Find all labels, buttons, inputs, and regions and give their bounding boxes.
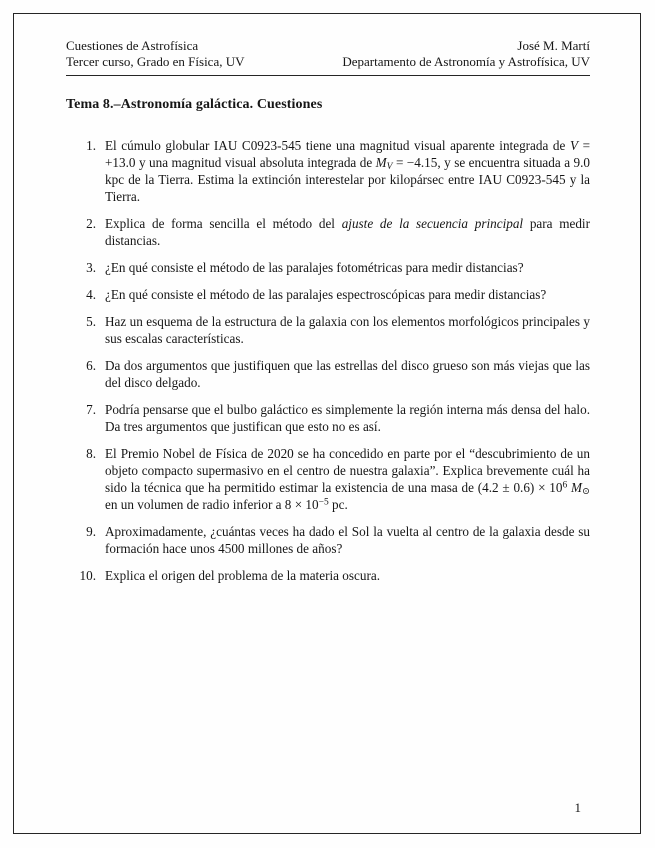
header-course-title: Cuestiones de Astrofísica <box>66 38 199 53</box>
text-run: Haz un esquema de la estructura de la galaxia con los elementos morfológicos principales y sus escalas características. <box>105 314 590 346</box>
text-run: M <box>571 480 583 495</box>
text-run: para medir distancias. <box>105 216 590 248</box>
document-title: Tema 8.–Astronomía galáctica. Cuestiones <box>66 97 323 112</box>
question-item <box>66 567 590 584</box>
question-text <box>105 445 590 513</box>
text-run: Explica de forma sencilla el método del <box>105 216 342 231</box>
question-number: 7. <box>86 402 96 417</box>
question-text <box>105 357 590 391</box>
header-rule <box>66 75 590 76</box>
text-run: ⊙ <box>582 486 590 497</box>
question-list <box>66 137 590 584</box>
header-author: José M. Martí <box>517 38 590 53</box>
header-course-detail: Tercer curso, Grado en Física, UV <box>66 54 245 69</box>
question-item <box>66 523 590 557</box>
text-run: V <box>569 138 578 153</box>
text-run: V <box>386 161 393 172</box>
question-number: 4. <box>86 287 96 302</box>
text-run: El Premio Nobel de Física de 2020 se ha concedido en parte por el “descubrimiento de un objeto compacto supermasivo en el centro de nuestra galaxia”. Explica brevemente cuál ha sido la técnica que ha permitido estimar la existencia de una masa de (4.2 ± 0.6) × 10 <box>105 446 590 495</box>
text-run: M <box>375 155 387 170</box>
question-number: 5. <box>86 314 96 329</box>
question-item <box>66 286 590 303</box>
text-run: en un volumen de radio inferior a 8 × 10 <box>105 497 319 512</box>
text-run: Da dos argumentos que justifiquen que las estrellas del disco grueso son más viejas que las del disco delgado. <box>105 358 590 390</box>
question-number: 6. <box>86 358 96 373</box>
page-content <box>66 38 590 594</box>
question-item <box>66 401 590 435</box>
question-number: 8. <box>86 446 96 461</box>
question-item <box>66 259 590 276</box>
text-run: Aproximadamente, ¿cuántas veces ha dado el Sol la vuelta al centro de la galaxia desde su formación hace unos 4500 millones de años? <box>105 524 590 556</box>
text-run: Podría pensarse que el bulbo galáctico es simplemente la región interna más densa del halo. Da tres argumentos que justifican que esto no es así. <box>105 402 590 434</box>
header-department: Departamento de Astronomía y Astrofísica, UV <box>342 54 590 69</box>
text-run: ajuste de la secuencia principal <box>341 216 524 231</box>
question-text <box>105 567 590 584</box>
question-text <box>105 401 590 435</box>
question-item <box>66 445 590 513</box>
question-item <box>66 137 590 205</box>
text-run: = +13.0 y una magnitud visual absoluta integrada de <box>105 138 591 170</box>
question-number: 9. <box>86 524 96 539</box>
text-run: Explica el origen del problema de la materia oscura. <box>105 568 380 583</box>
text-run: = −4.15, y se encuentra situada a 9.0 kpc de la Tierra. Estima la extinción interestelar por kilopársec entre IAU C0923-545 y la Tierra. <box>105 155 590 204</box>
question-item <box>66 313 590 347</box>
question-number: 1. <box>86 138 96 153</box>
header-left-block <box>66 38 245 70</box>
question-text <box>105 259 590 276</box>
question-text <box>105 523 590 557</box>
text-run: 6 <box>562 480 568 491</box>
page-number: 1 <box>574 800 581 815</box>
question-number: 10. <box>79 568 96 583</box>
question-number: 3. <box>86 260 96 275</box>
question-item <box>66 357 590 391</box>
question-text <box>105 313 590 347</box>
question-item <box>66 215 590 249</box>
question-text <box>105 286 590 303</box>
question-text <box>105 215 590 249</box>
text-run: ¿En qué consiste el método de las paralajes espectroscópicas para medir distancias? <box>105 287 547 302</box>
text-run: −5 <box>318 497 329 508</box>
header-right-block <box>342 38 590 70</box>
text-run: El cúmulo globular IAU C0923-545 tiene una magnitud visual aparente integrada de <box>105 138 570 153</box>
question-text <box>105 137 590 205</box>
text-run: pc. <box>328 497 348 512</box>
text-run: ¿En qué consiste el método de las paralajes fotométricas para medir distancias? <box>105 260 524 275</box>
question-number: 2. <box>86 216 96 231</box>
document-header <box>66 38 590 70</box>
